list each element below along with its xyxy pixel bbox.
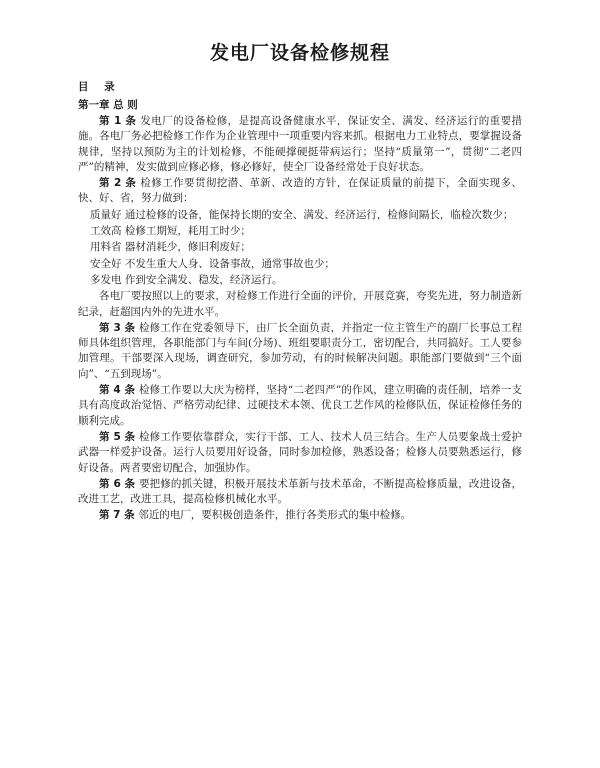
article-number: 第 5 条: [99, 430, 139, 443]
article-list: [78, 114, 522, 524]
chapter-heading: 第一章 总 则: [78, 99, 138, 111]
article-paragraph: [78, 383, 522, 429]
article-paragraph: [78, 289, 522, 320]
article-text: 邻近的电厂，要积极创造条件，推行各类形式的集中检修。: [138, 509, 412, 522]
article-text: 质量好 通过检修的设备，能保持长期的安全、满发、经济运行，检修间隔长，临检次数少；: [90, 208, 514, 221]
article-paragraph: [78, 273, 522, 288]
article-text: 各电厂要按照以上的要求，对检修工作进行全面的评价，开展竞赛，夸奖先进，努力制造新纪录，赶超国内外的先进水平。: [78, 290, 522, 318]
article-text: 检修工作要以大庆为榜样，坚持“二老四严”的作风，建立明确的责任制，培养一支具有高度政治觉悟、严格劳动纪律、过硬技术本领、优良工艺作风的检修队伍，保证检修任务的顺利完成。: [78, 384, 523, 427]
article-text: 用料省 器材消耗少，修旧利废好；: [90, 241, 251, 254]
article-paragraph: [78, 477, 522, 508]
article-paragraph: [78, 240, 522, 255]
article-paragraph: [78, 114, 522, 175]
page-title: 发电厂设备检修规程: [209, 42, 390, 64]
article-text: 检修工作要依靠群众，实行干部、工人、技术人员三结合。生产人员要象战士爱护武器一样爱护设备。运行人员要用好设备，同时参加检修，熟悉设备；检修人员要熟悉运行，修好设备。两者要密切配合，加强协作。: [78, 430, 523, 474]
article-text: 工效高 检修工期短，耗用工时少；: [90, 225, 251, 238]
article-number: 第 2 条: [99, 177, 141, 190]
article-number: 第 6 条: [99, 477, 139, 490]
article-text: 安全好 不发生重大人身、设备事故，通常事故也少；: [90, 257, 335, 270]
article-number: 第 7 条: [99, 509, 139, 522]
article-number: 第 1 条: [99, 115, 141, 127]
article-paragraph: [78, 321, 522, 382]
article-paragraph: [78, 430, 522, 476]
article-paragraph: [78, 224, 522, 239]
article-paragraph: [78, 508, 522, 523]
article-text: 要把修的抓关键，积极开展技术革新与技术革命，不断提高检修质量，改进设备，改进工艺，改进工具，提高检修机械化水平。: [78, 477, 523, 506]
article-text: 检修工作在党委领导下，由厂长全面负责，并指定一位主管生产的副厂长事总工程师具体组织管理，各职能部门与车间(分场)、班组要职责分工，密切配合，共同搞好。工人要参加管理。干部要深入现场，调查研究，参加劳动，有的时候解决问题。职能部门要做到“三个面向”、“五到现场”。: [78, 321, 523, 380]
article-number: 第 3 条: [99, 321, 139, 334]
article-text: 多发电 作到安全满发、稳发，经济运行。: [90, 273, 283, 286]
article-paragraph: [78, 208, 522, 223]
article-paragraph: [78, 176, 522, 207]
article-number: 第 4 条: [99, 384, 139, 397]
toc-heading: 目 录: [78, 81, 115, 93]
article-text: 发电厂的设备检修，是提高设备健康水平，保证安全、满发、经济运行的重要措施。各电厂务必把检修工作作为企业管理中一项重要内容来抓。根据电力工业特点，要掌握设备规律，坚持以预防为主的计划检修，不能硬撑硬挺带病运行；坚持“质量第一”，贯彻“二老四严”的精神，发实做到应修必修，修必修好，使全厂设备经常处于良好状态。: [78, 115, 522, 173]
article-paragraph: [78, 257, 522, 272]
article-text: 检修工作要贯彻挖潜、革新、改造的方针，在保证质量的前提下，全面实现多、快、好、省，努力做到：: [78, 177, 522, 205]
